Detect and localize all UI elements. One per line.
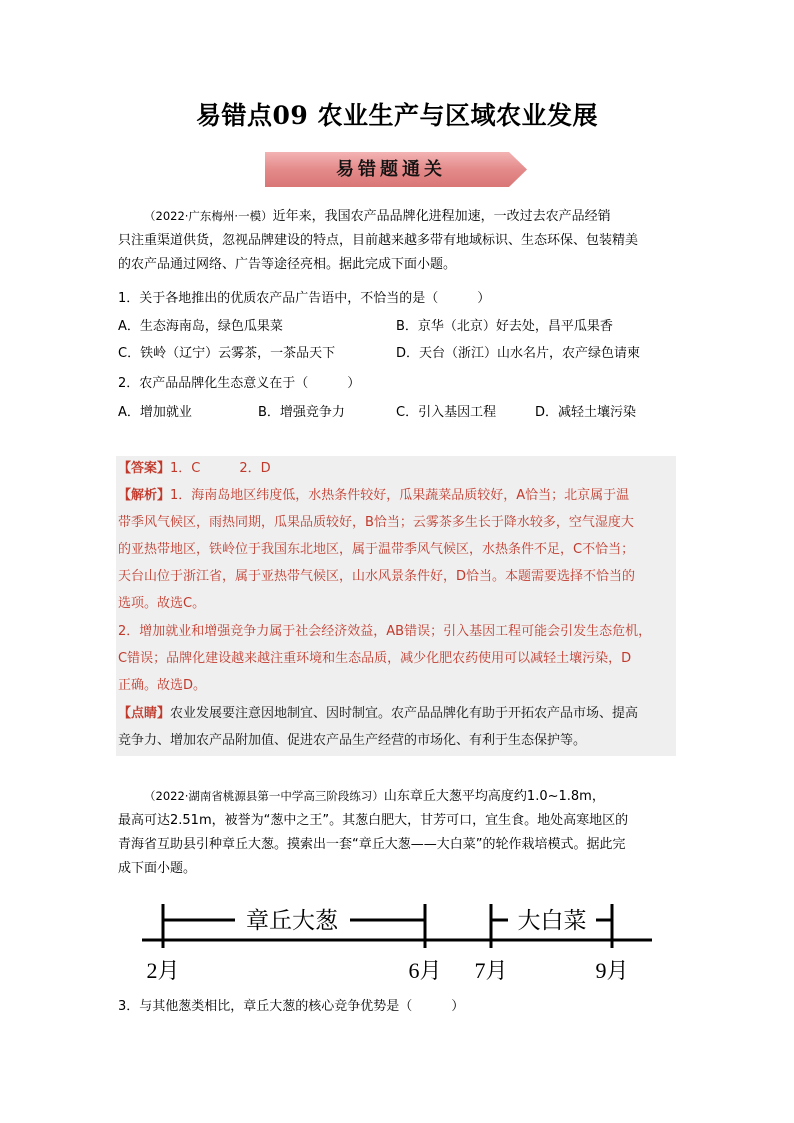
month-label-jul: 7月 [474,958,508,983]
crop-rotation-timeline [140,898,654,988]
question-1-option-b: B．京华（北京）好去处，昌平瓜果香 [396,319,613,334]
month-label-jun: 6月 [408,958,442,983]
analysis-line-2: 带季风气候区，雨热同期，瓜果品质较好，B恰当；云雾茶多生长于降水较多，空气湿度大 [118,515,634,530]
passage-1-line-3: 的农产品通过网络、广告等途径亮相。据此完成下面小题。 [118,257,457,272]
question-3-stem: 3．与其他葱类相比，章丘大葱的核心竞争优势是（ ） [118,999,465,1014]
question-2-option-b: B．增强竞争力 [258,405,345,420]
banner-label: 易错题通关 [336,159,446,180]
passage-1-line-2: 只注重渠道供货，忽视品牌建设的特点，目前越来越多带有地域标识、生态环保、包装精美 [118,233,639,248]
analysis-line-6: 2．增加就业和增强竞争力属于社会经济效益，AB错误；引入基因工程可能会引发生态危机， [118,624,652,639]
analysis-line-3: 的亚热带地区，铁岭位于我国东北地区，属于温带季风气候区，水热条件不足，C不恰当； [118,542,635,557]
tip-line-1: 【点睛】农业发展要注意因地制宜、因时制宜。农产品品牌化有助于开拓农产品市场、提高 [118,706,639,721]
analysis-line-1: 【解析】1．海南岛地区纬度低，水热条件较好，瓜果蔬菜品质较好，A恰当；北京属于温 [118,488,630,503]
analysis-line-5: 选项。故选C。 [118,596,206,611]
passage-1-line-1: （2022·广东梅州·一模）近年来，我国农产品品牌化进程加速，一改过去农产品经销 [144,209,611,224]
question-1-option-a: A．生态海南岛，绿色瓜果菜 [118,319,283,334]
month-label-feb: 2月 [146,958,180,983]
answer-tag: 【答案】 [118,461,171,476]
question-1-option-d: D．天台（浙江）山水名片，农产绿色请柬 [396,346,641,361]
crop1-label: 章丘大葱 [246,908,338,933]
analysis-line-8: 正确。故选D。 [118,678,207,693]
passage-2-line-1: （2022·湖南省桃源县第一中学高三阶段练习）山东章丘大葱平均高度约1.0~1.8m， [144,789,605,804]
section-banner [265,152,527,187]
question-1-stem: 1．关于各地推出的优质农产品广告语中，不恰当的是（ ） [118,291,491,306]
page-title: 易错点09 农业生产与区域农业发展 [196,101,598,130]
passage-2-line-4: 成下面小题。 [118,861,197,876]
question-2-option-a: A．增加就业 [118,405,192,420]
question-2-option-d: D．减轻土壤污染 [535,405,637,420]
analysis-tag: 【解析】 [118,488,171,503]
passage-2-line-3: 青海省互助县引种章丘大葱。摸索出一套“章丘大葱——大白菜”的轮作栽培模式。据此完 [118,837,626,852]
analysis-line-4: 天台山位于浙江省，属于亚热带气候区，山水风景条件好，D恰当。本题需要选择不恰当的 [118,569,636,584]
passage-2-line-2: 最高可达2.51m，被誉为“葱中之王”。其葱白肥大，甘芳可口，宜生食。地处高寒地区的 [118,813,629,828]
tip-tag: 【点睛】 [118,706,171,721]
source-citation: （2022·广东梅州·一模） [144,209,273,223]
analysis-line-7: C错误；品牌化建设越来越注重环境和生态品质，减少化肥农药使用可以减轻土壤污染，D [118,651,632,666]
answer-values: 1．C 2．D [170,461,271,476]
crop2-label: 大白菜 [517,908,587,933]
answer-line [118,459,271,479]
question-2-stem: 2．农产品品牌化生态意义在于（ ） [118,376,361,391]
tip-line-2: 竞争力、增加农产品附加值、促进农产品生产经营的市场化、有利于生态保护等。 [118,733,587,748]
timeline-diagram [140,898,654,988]
passage-2 [118,784,678,881]
passage-1 [118,204,678,277]
month-label-sep: 9月 [595,958,629,983]
question-2-option-c: C．引入基因工程 [396,405,497,420]
source-citation-2: （2022·湖南省桃源县第一中学高三阶段练习） [144,789,384,803]
question-1-option-c: C．铁岭（辽宁）云雾茶，一茶品天下 [118,346,336,361]
